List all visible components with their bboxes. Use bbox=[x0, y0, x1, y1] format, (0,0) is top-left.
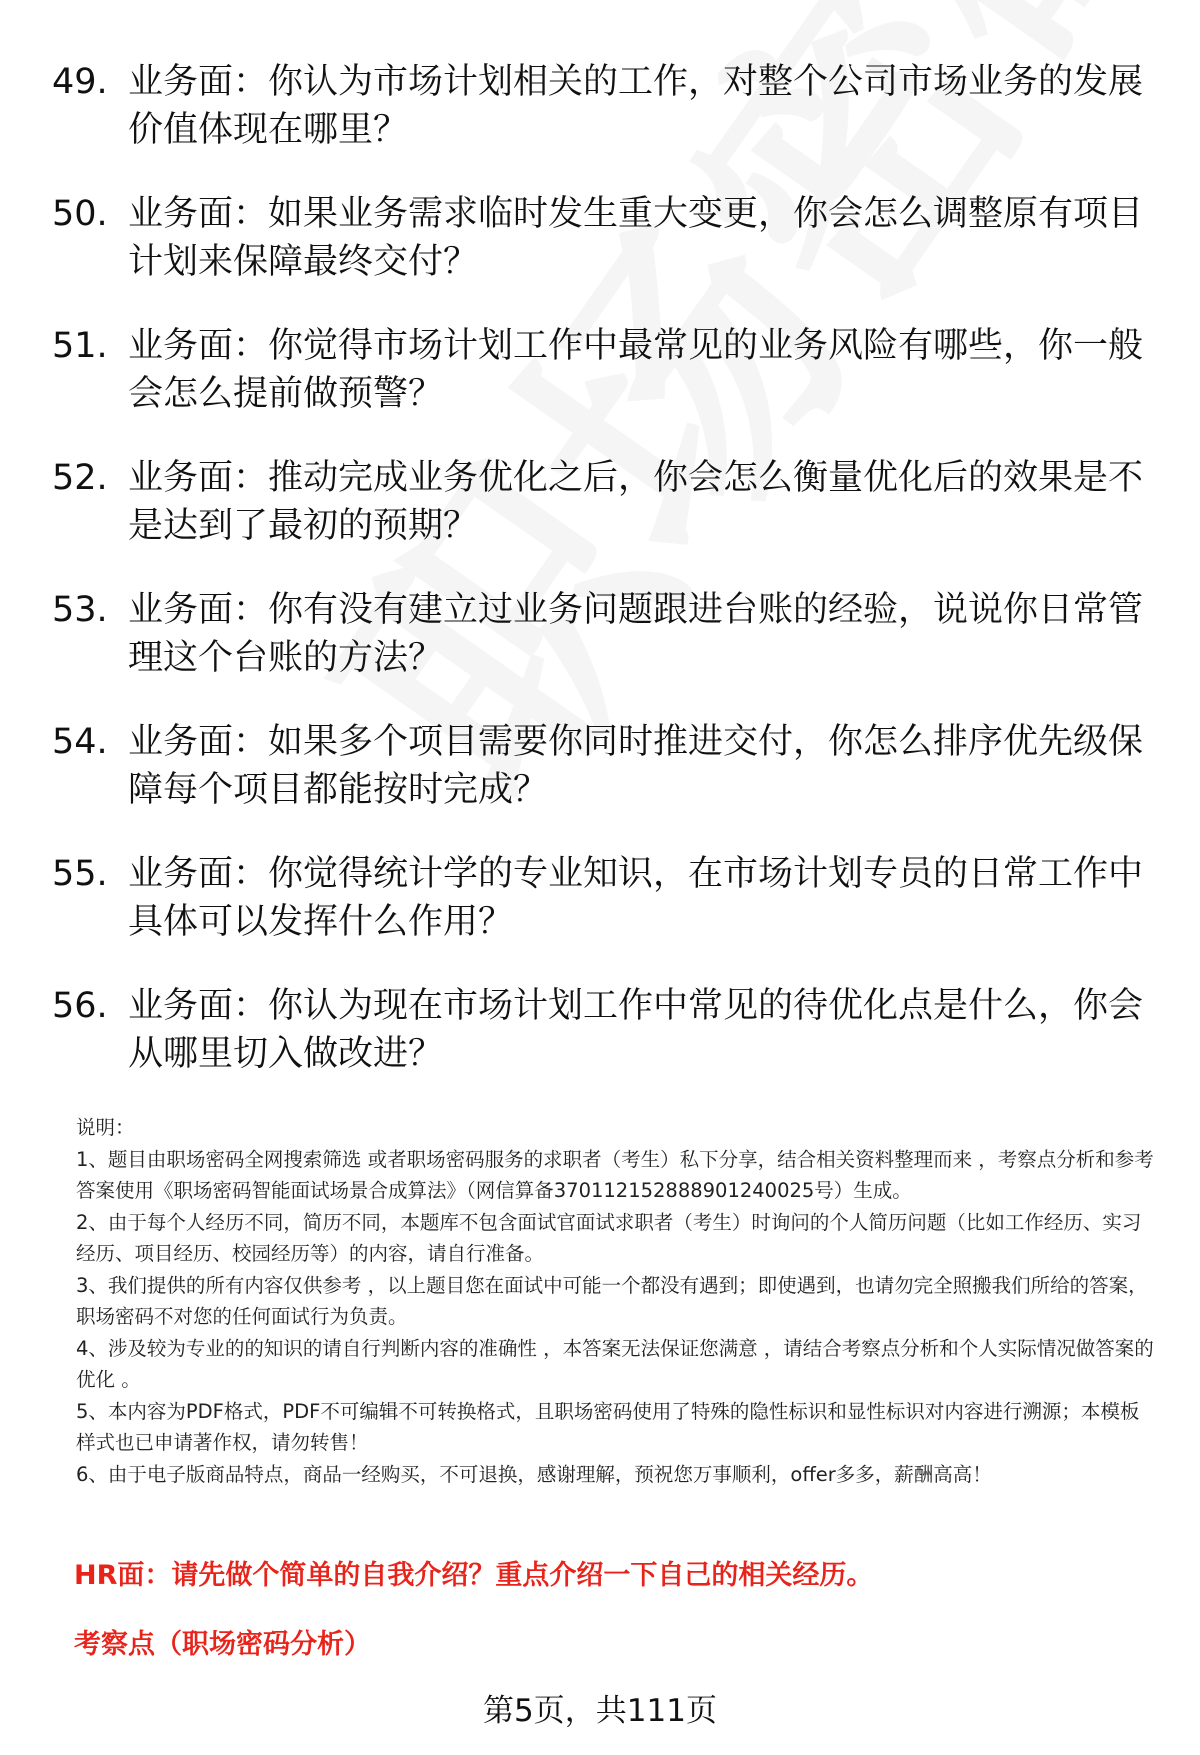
question-item bbox=[52, 982, 1148, 1078]
question-number: 49. bbox=[52, 62, 108, 102]
question-item bbox=[52, 718, 1148, 814]
note-item: 3、我们提供的所有内容仅供参考 ，以上题目您在面试中可能一个都没有遇到；即使遇到，也请勿完全照搬我们所给的答案，职场密码不对您的任何面试行为负责。 bbox=[76, 1273, 1148, 1328]
question-number: 50. bbox=[52, 194, 108, 234]
note-item: 5、本内容为PDF格式，PDF不可编辑不可转换格式，且职场密码使用了特殊的隐性标识和显性标识对内容进行溯源；本模板样式也已申请著作权，请勿转售！ bbox=[76, 1399, 1140, 1454]
question-text: 业务面：你认为市场计划相关的工作，对整个公司市场业务的发展价值体现在哪里？ bbox=[128, 62, 1144, 150]
hr-question: HR面：请先做个简单的自我介绍？重点介绍一下自己的相关经历。 bbox=[74, 1560, 874, 1591]
question-text: 业务面：如果业务需求临时发生重大变更，你会怎么调整原有项目计划来保障最终交付？ bbox=[128, 194, 1144, 282]
question-text: 业务面：你有没有建立过业务问题跟进台账的经验，说说你日常管理这个台账的方法？ bbox=[128, 590, 1144, 678]
question-number: 53. bbox=[52, 590, 108, 630]
page-footer: 第5页，共111页 bbox=[483, 1693, 717, 1729]
question-text: 业务面：你觉得市场计划工作中最常见的业务风险有哪些，你一般会怎么提前做预警？ bbox=[128, 326, 1144, 414]
question-item bbox=[52, 586, 1148, 682]
question-text: 业务面：你觉得统计学的专业知识，在市场计划专员的日常工作中具体可以发挥什么作用？ bbox=[128, 854, 1144, 942]
question-item bbox=[52, 454, 1148, 550]
question-text: 业务面：你认为现在市场计划工作中常见的待优化点是什么，你会从哪里切入做改进？ bbox=[128, 986, 1144, 1074]
note-item: 6、由于电子版商品特点，商品一经购买，不可退换，感谢理解，预祝您万事顺利，offer多多，薪酬高高！ bbox=[76, 1462, 992, 1486]
notes-section bbox=[76, 1112, 1158, 1490]
question-item bbox=[52, 58, 1148, 154]
question-text: 业务面：推动完成业务优化之后，你会怎么衡量优化后的效果是不是达到了最初的预期？ bbox=[128, 458, 1144, 546]
note-item: 4、涉及较为专业的的知识的请自行判断内容的准确性 ，本答案无法保证您满意 ，请结合考察点分析和个人实际情况做答案的优化 。 bbox=[76, 1336, 1154, 1391]
question-number: 56. bbox=[52, 986, 108, 1026]
question-number: 51. bbox=[52, 326, 108, 366]
question-number: 55. bbox=[52, 854, 108, 894]
analysis-heading: 考察点（职场密码分析） bbox=[74, 1629, 371, 1660]
note-item: 1、题目由职场密码全网搜索筛选 或者职场密码服务的求职者（考生）私下分享，结合相关资料整理而来 ，考察点分析和参考答案使用《职场密码智能面试场景合成算法》（网信算备370112152888901240025号）生成。 bbox=[76, 1147, 1154, 1202]
question-item bbox=[52, 850, 1148, 946]
notes-title: 说明： bbox=[76, 1116, 135, 1139]
note-item: 2、由于每个人经历不同，简历不同，本题库不包含面试官面试求职者（考生）时询问的个人简历问题（比如工作经历、实习经历、项目经历、校园经历等）的内容，请自行准备。 bbox=[76, 1210, 1142, 1265]
question-number: 52. bbox=[52, 458, 108, 498]
question-item bbox=[52, 322, 1148, 418]
question-item bbox=[52, 190, 1148, 286]
question-number: 54. bbox=[52, 722, 108, 762]
question-text: 业务面：如果多个项目需要你同时推进交付，你怎么排序优先级保障每个项目都能按时完成？ bbox=[128, 722, 1144, 810]
